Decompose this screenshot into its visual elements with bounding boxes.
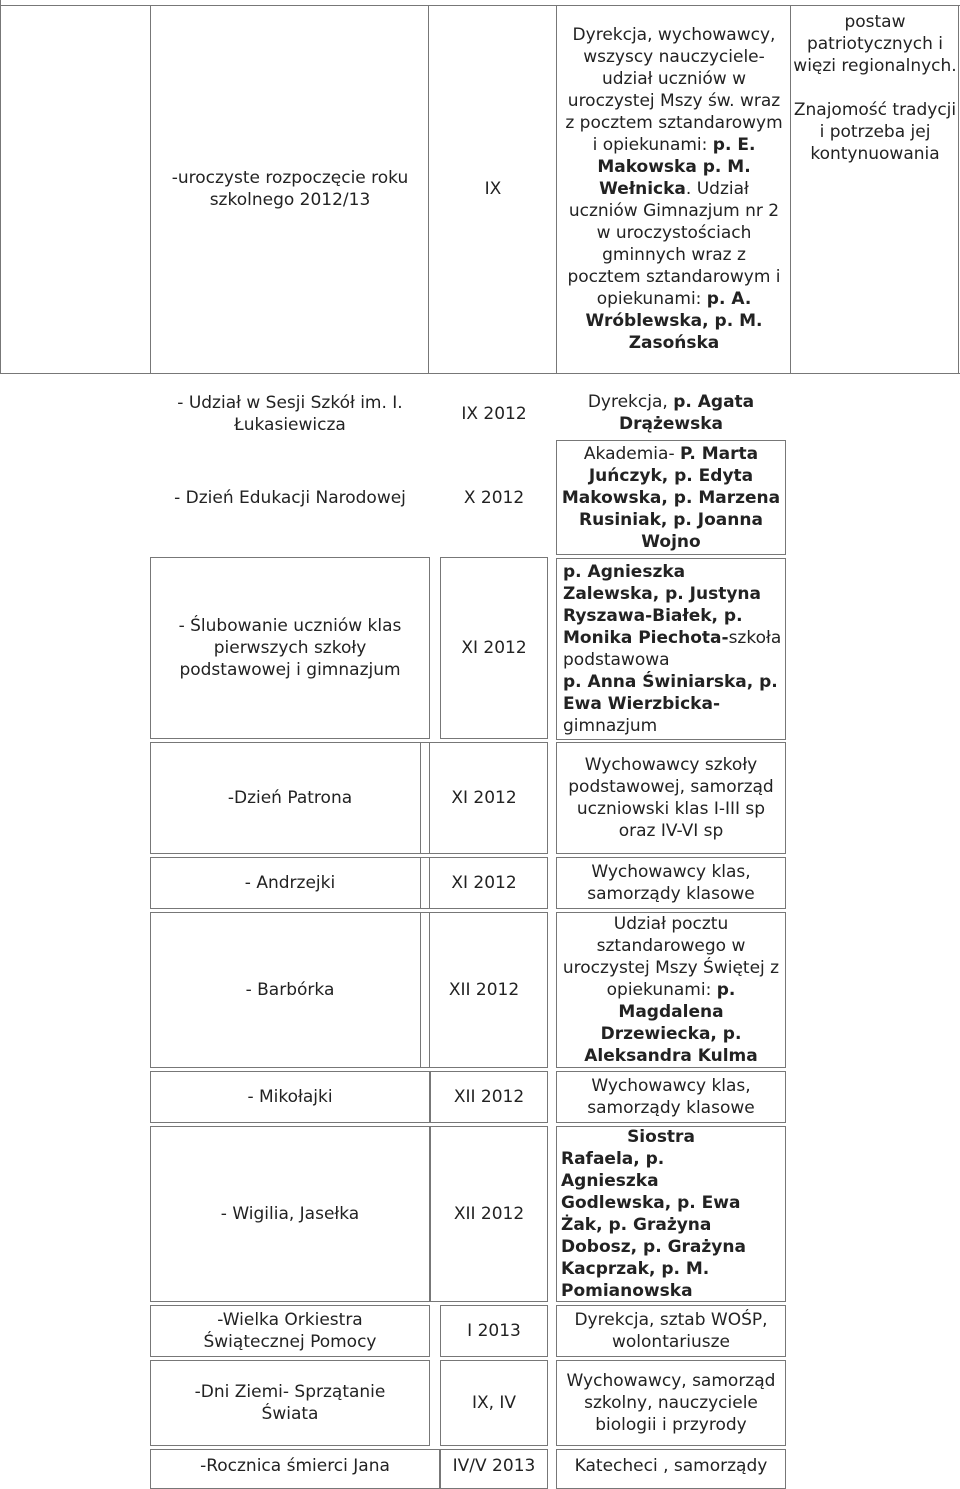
responsible-cell: Wychowawcy, samorząd szkolny, nauczyciele biologii i przyrody <box>556 1360 786 1446</box>
event-row: - Ślubowanie uczniów klas pierwszych szkoły podstawowej i gimnazjum <box>150 557 430 739</box>
event-date: X 2012 <box>463 488 525 508</box>
event-row: - Udział w Sesji Szkół im. I. Łukasiewicza <box>177 393 403 435</box>
responsible-cell: Dyrekcja, p. Agata Drążewska <box>587 392 755 434</box>
event-date: I 2013 <box>440 1305 548 1357</box>
responsible-cell: Dyrekcja, sztab WOŚP, wolontariusze <box>556 1305 786 1357</box>
event-row: -Wielka Orkiestra Świątecznej Pomocy <box>150 1305 430 1357</box>
event-date: XII 2012 <box>430 1126 548 1302</box>
event-row: - Mikołajki <box>150 1071 430 1123</box>
event-date: IX, IV <box>440 1360 548 1446</box>
event-row: - Dzień Edukacji Narodowej <box>174 488 406 508</box>
event-row: - Barbórka <box>150 912 430 1068</box>
responsible-cell: Wychowawcy klas, samorządy klasowe <box>556 857 786 909</box>
event-date: XI 2012 <box>440 557 548 739</box>
responsible-cell: p. Agnieszka Zalewska, p. Justyna Ryszawa-Białek, p. Monika Piechota-szkoła podstawowa p. Anna Świniarska, p. Ewa Wierzbicka- gimnazjum <box>556 558 786 740</box>
responsible-cell: Siostra Rafaela, p. Agnieszka Godlewska, p. Ewa Żak, p. Grażyna Dobosz, p. Grażyna Kacprzak, p. M. Pomianowska <box>556 1126 786 1302</box>
event-row: -Dzień Patrona <box>150 742 430 854</box>
event-school-year-start: -uroczyste rozpoczęcie roku szkolnego 2012/13 <box>171 168 409 210</box>
event-row: -Rocznica śmierci Jana <box>150 1449 440 1489</box>
event-date: XII 2012 <box>420 912 548 1068</box>
event-row: -Dni Ziemi- Sprzątanie Świata <box>150 1360 430 1446</box>
event-month: IX <box>484 179 502 199</box>
event-date: XI 2012 <box>420 742 548 854</box>
responsible-cell: Katecheci , samorządy <box>556 1449 786 1489</box>
responsible-cell: Udział pocztu sztandarowego w uroczystej Mszy Świętej z opiekunami: p. Magdalena Drzewiecka, p. Aleksandra Kulma <box>556 912 786 1068</box>
responsible-school-year-start: Dyrekcja, wychowawcy, wszyscy nauczyciele- udział uczniów w uroczystej Mszy św. wraz z pocztem sztandarowym i opiekunami: p. E. Makowska p. M. Wełnicka. Udział uczniów Gimnazjum nr 2 w uroczystościach gminnych wraz z pocztem sztandarowym i opiekunami: p. A. Wróblewska, p. M. Zasońska <box>565 25 783 353</box>
event-date: IX 2012 <box>461 404 527 424</box>
responsible-cell: Akademia- P. Marta Juńczyk, p. Edyta Makowska, p. Marzena Rusiniak, p. Joanna Wojno <box>556 440 786 555</box>
event-row: - Andrzejki <box>150 857 430 909</box>
event-date: XI 2012 <box>420 857 548 909</box>
goals: postaw patriotycznych i więzi regionalnych. Znajomość tradycji i potrzeba jej kontynuowania <box>793 12 957 164</box>
event-date: XII 2012 <box>430 1071 548 1123</box>
event-row: - Wigilia, Jasełka <box>150 1126 430 1302</box>
event-date: IV/V 2013 <box>440 1449 548 1489</box>
responsible-cell: Wychowawcy klas, samorządy klasowe <box>556 1071 786 1123</box>
responsible-cell: Wychowawcy szkoły podstawowej, samorząd uczniowski klas I-III sp oraz IV-VI sp <box>556 742 786 854</box>
